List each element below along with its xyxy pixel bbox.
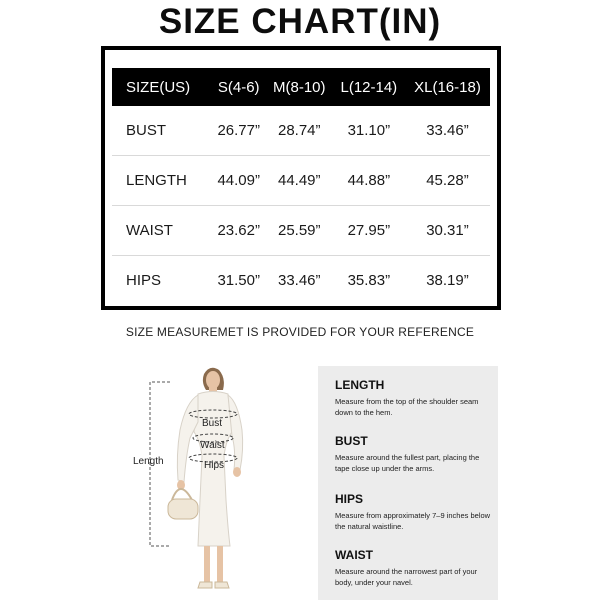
table-cell: 26.77” — [212, 106, 266, 156]
size-chart-box — [101, 46, 501, 310]
guide-description: Measure around the fullest part, placing the tape close up under the arms. — [335, 453, 480, 473]
guide-bust — [335, 434, 495, 474]
table-row-bust — [112, 106, 490, 156]
model-figure — [120, 360, 300, 600]
row-label: LENGTH — [112, 156, 212, 206]
table-cell: 44.49” — [266, 156, 333, 206]
waist-label: Waist — [200, 440, 225, 451]
guide-title: LENGTH — [335, 378, 385, 392]
table-cell: 31.50” — [217, 272, 260, 289]
table-cell: 31.10” — [333, 106, 405, 156]
row-label: HIPS — [126, 272, 162, 289]
reference-note: SIZE MEASUREMET IS PROVIDED FOR YOUR REFERENCE — [125, 325, 475, 339]
guide-waist — [335, 548, 495, 588]
row-label: WAIST — [112, 206, 212, 256]
table-cell: 44.09” — [212, 156, 266, 206]
table-header-row — [112, 68, 490, 106]
table-cell: 25.59” — [266, 206, 333, 256]
table-cell: 33.46” — [405, 106, 490, 156]
table-cell: 38.19” — [426, 272, 469, 289]
measurement-guide — [318, 366, 498, 600]
table-cell: 27.95” — [333, 206, 405, 256]
guide-hips — [335, 492, 495, 532]
guide-title: BUST — [335, 434, 368, 448]
table-cell: 44.88” — [333, 156, 405, 206]
row-label: BUST — [112, 106, 212, 156]
length-label: Length — [133, 456, 164, 467]
table-cell: 23.62” — [212, 206, 266, 256]
guide-length — [335, 378, 495, 418]
table-row-length — [112, 156, 490, 206]
table-cell: 30.31” — [405, 206, 490, 256]
header-size-m: M(8-10) — [266, 68, 333, 106]
page-title: SIZE CHART(IN) — [158, 2, 442, 41]
table-cell: 45.28” — [405, 156, 490, 206]
table-row-waist — [112, 206, 490, 256]
guide-description: Measure around the narrowest part of your body, under your navel. — [335, 567, 478, 587]
hips-label: Hips — [204, 460, 225, 471]
table-cell: 35.83” — [347, 272, 391, 289]
table-cell: 28.74” — [266, 106, 333, 156]
size-table — [112, 68, 490, 305]
dress-model-illustration — [120, 360, 300, 600]
header-size-xl: XL(16-18) — [405, 68, 490, 106]
guide-description: Measure from approximately 7–9 inches below the natural waistline. — [335, 511, 491, 531]
header-size-l: L(12-14) — [333, 68, 405, 106]
guide-title: WAIST — [335, 548, 373, 562]
table-cell: 33.46” — [277, 272, 321, 289]
header-size-us: SIZE(US) — [112, 68, 212, 106]
bust-label: Bust — [202, 418, 223, 429]
header-size-s: S(4-6) — [212, 68, 266, 106]
guide-description: Measure from the top of the shoulder seam down to the hem. — [335, 397, 479, 417]
guide-title: HIPS — [335, 492, 364, 506]
table-row-hips — [112, 256, 490, 306]
